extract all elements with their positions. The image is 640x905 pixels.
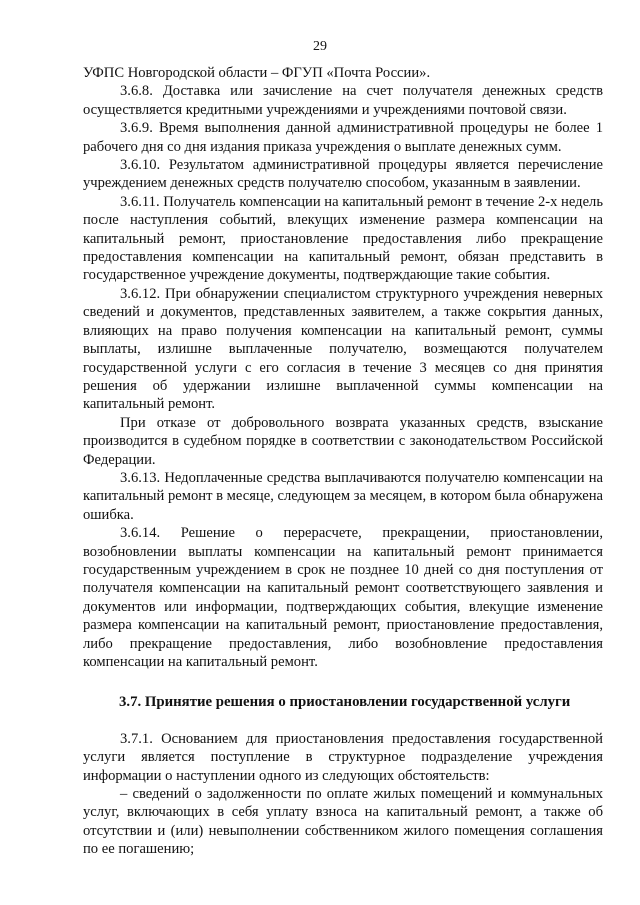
paragraph-3-6-10: 3.6.10. Результатом административной процедуры является перечисление учреждением денежных средств получателю способом, указанным в заявлении. bbox=[83, 157, 603, 192]
paragraph-3-6-12: 3.6.12. При обнаружении специалистом структурного учреждения неверных сведений и документов, представленных заявителем, а также сокрытия данных, влияющих на право получения компенсации на капитальный ремонт, суммы выплаты, излишне выплаченные получателю, возмещаются получателем государственной услуги с его согласия в течение 3 месяцев со дня принятия решения об удержании излишне выплаченной суммы компенсации на капитальный ремонт. bbox=[83, 285, 603, 413]
paragraph-3-6-14: 3.6.14. Решение о перерасчете, прекращении, приостановлении, возобновлении выплаты компенсации на капитальный ремонт принимается государственным учреждением в срок не позднее 10 дней со дня поступления от получателя компенсации на капитальный ремонт соответствующего заявления и документов или информации, подтверждающих события, влекущие изменение размера компенсации на капитальный ремонт, приостановление предоставления, либо прекращение предоставления, либо возобновление предоставления компенсации на капитальный ремонт. bbox=[83, 525, 603, 670]
list-item-debt: – сведений о задолженности по оплате жилых помещений и коммунальных услуг, включающих в себя уплату взноса на капитальный ремонт, а также об отсутствии и (или) невыполнении собственником жилого помещения соглашения по ее погашению; bbox=[83, 786, 603, 858]
document-body bbox=[83, 64, 603, 859]
paragraph-refusal: При отказе от добровольного возврата указанных средств, взыскание производится в судебном порядке в соответствии с законодательством Российской Федерации. bbox=[83, 414, 603, 468]
paragraph-3-6-9: 3.6.9. Время выполнения данной административной процедуры не более 1 рабочего дня со дня издания приказа учреждения о выплате денежных сумм. bbox=[83, 120, 603, 155]
section-heading-3-7: 3.7. Принятие решения о приостановлении государственной услуги bbox=[119, 694, 571, 711]
page-number: 29 bbox=[313, 39, 327, 54]
paragraph-3-7-1: 3.7.1. Основанием для приостановления предоставления государственной услуги является поступление в структурное подразделение учреждения информации о наступлении одного из следующих обстоятельств: bbox=[83, 730, 603, 784]
paragraph-3-6-13: 3.6.13. Недоплаченные средства выплачиваются получателю компенсации на капитальный ремонт в месяце, следующем за месяцем, в котором была обнаружена ошибка. bbox=[83, 469, 603, 523]
paragraph-continuation: УФПС Новгородской области – ФГУП «Почта России». bbox=[83, 65, 431, 81]
paragraph-3-6-11: 3.6.11. Получатель компенсации на капитальный ремонт в течение 2-х недель после наступления событий, влекущих изменение размера компенсации на капитальный ремонт, приостановление предоставления либо прекращение предоставления компенсации на капитальный ремонт, обязан представить в государственное учреждение документы, подтверждающие такие события. bbox=[83, 193, 603, 284]
paragraph-3-6-8: 3.6.8. Доставка или зачисление на счет получателя денежных средств осуществляется кредитными учреждениями и учреждениями почтовой связи. bbox=[83, 83, 603, 118]
